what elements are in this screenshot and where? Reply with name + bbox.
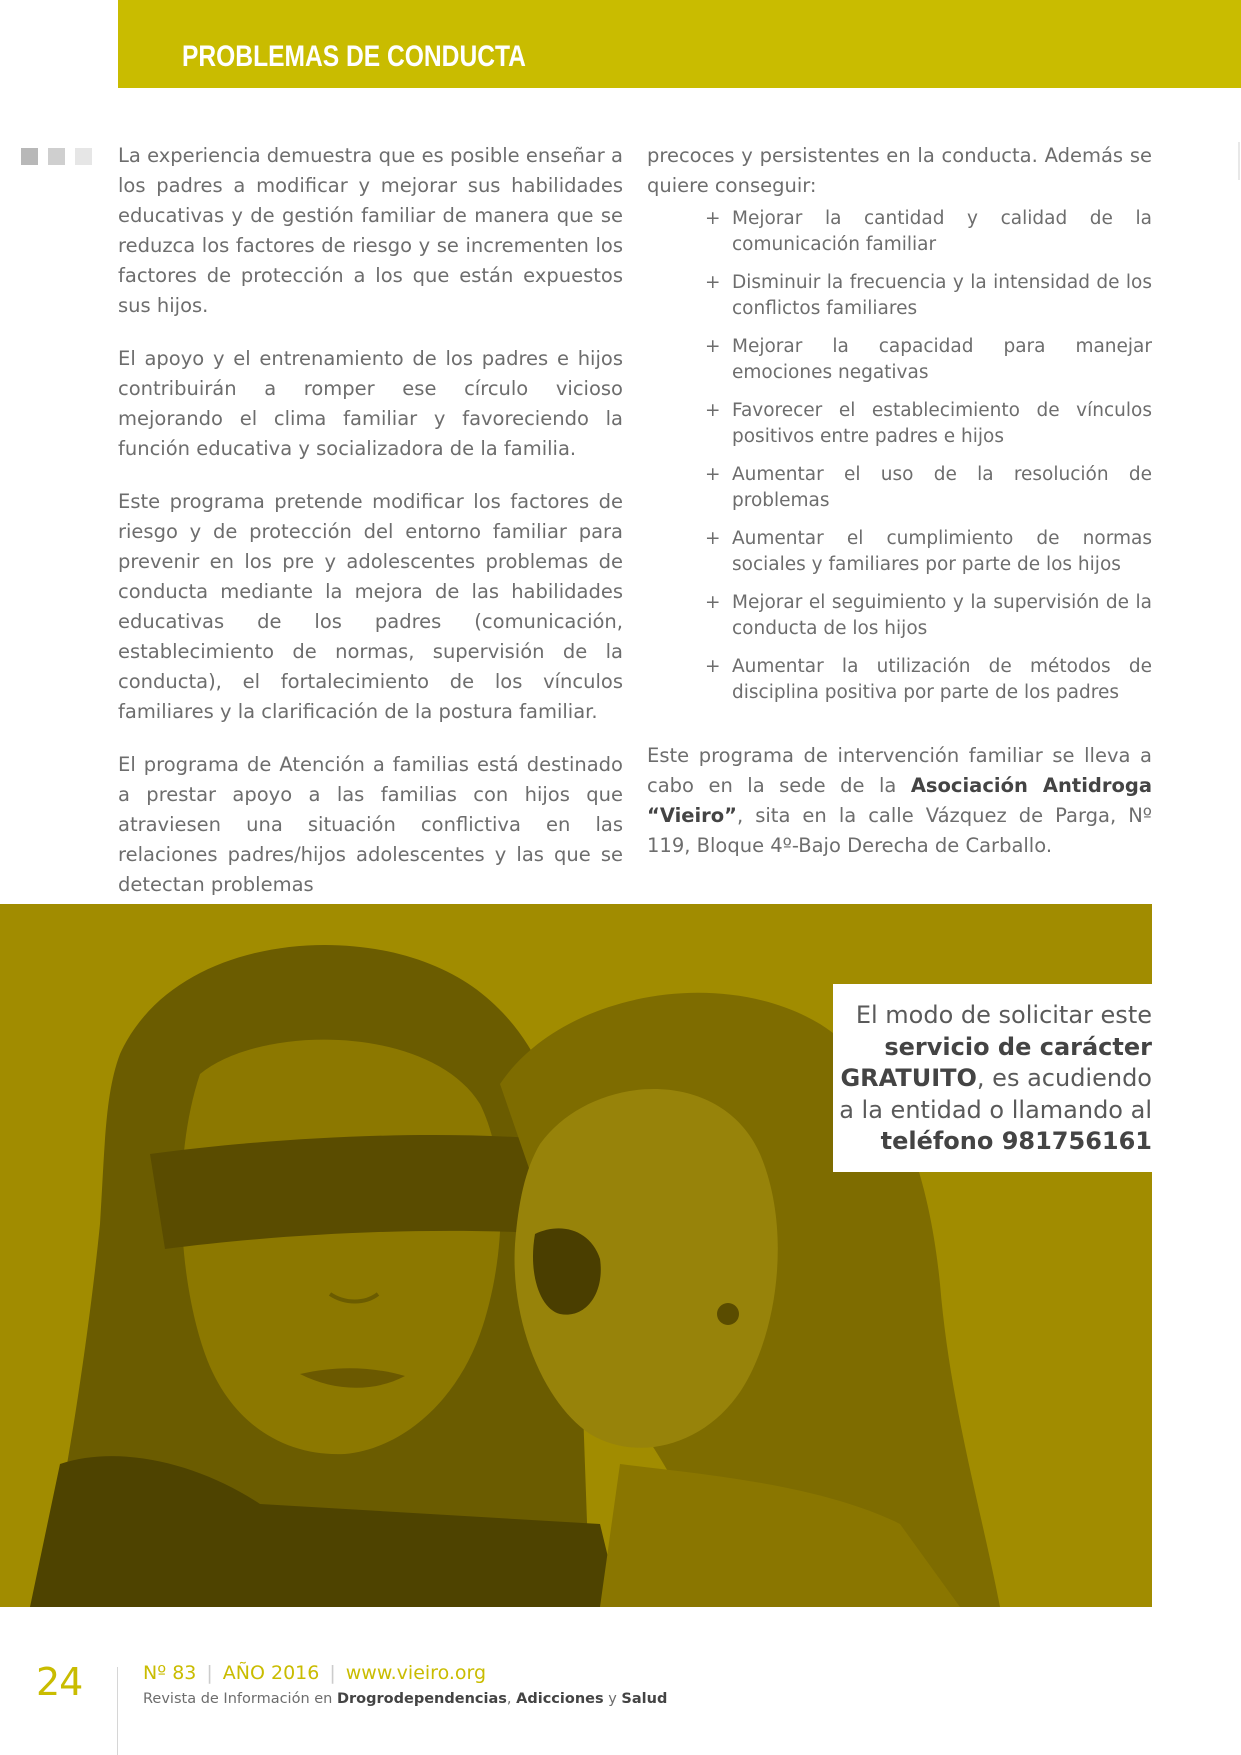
plus-icon: +	[705, 592, 721, 613]
page-number: 24	[36, 1660, 83, 1704]
plus-icon: +	[705, 656, 721, 677]
issue-info: Nº 83 | AÑO 2016 | www.vieiro.org	[143, 1662, 487, 1684]
list-item: + Disminuir la frecuencia y la intensidad de los conflictos familiares	[705, 272, 1152, 319]
decorative-squares	[21, 148, 92, 165]
intro-paragraph: precoces y persistentes en la conducta. Además se quiere conseguir:	[647, 144, 1152, 197]
plus-icon: +	[705, 528, 721, 549]
paragraph-3: Este programa pretende modificar los factores de riesgo y de protección del entorno familiar para prevenir en los pre y adolescentes problemas de conducta mediante la mejora de las habilidades educativas de los padres (comunicación, establecimiento de normas, supervisión de la conducta), el fortalecimiento de los vínculos familiares y la clarificación de la postura familiar.	[118, 490, 623, 723]
callout-box: El modo de solicitar este servicio de carácter GRATUITO, es acudiendo a la entidad o llamando al teléfono 981756161	[833, 984, 1152, 1172]
plus-icon: +	[705, 272, 721, 293]
association-name: Asociación Antidroga “Vieiro”	[647, 774, 1152, 827]
square-icon	[48, 148, 65, 165]
free-service: servicio de carácter GRATUITO	[840, 1032, 1152, 1092]
paragraph-4: El programa de Atención a familias está destinado a prestar apoyo a las familias con hijos que atraviesen una situación conflictiva en las relaciones padres/hijos adolescentes y las que se detectan problemas	[118, 753, 623, 896]
website-link[interactable]: www.vieiro.org	[345, 1662, 487, 1684]
issue-number: Nº 83	[143, 1662, 197, 1684]
list-item: + Aumentar el uso de la resolución de problemas	[705, 464, 1152, 511]
magazine-tagline: Revista de Información en Drogrodependencias, Adicciones y Salud	[143, 1691, 668, 1707]
footer-divider	[117, 1667, 118, 1755]
issue-year: AÑO 2016	[222, 1662, 320, 1684]
list-item: + Mejorar el seguimiento y la supervisión de la conducta de los hijos	[705, 592, 1152, 639]
phone-number: teléfono 981756161	[880, 1127, 1152, 1155]
list-item: + Mejorar la cantidad y calidad de la comunicación familiar	[705, 208, 1152, 255]
right-column	[647, 141, 1152, 718]
plus-icon: +	[705, 464, 721, 485]
margin-rule	[1238, 142, 1240, 180]
section-title: PROBLEMAS DE CONDUCTA	[182, 40, 526, 73]
list-item: + Aumentar el cumplimiento de normas sociales y familiares por parte de los hijos	[705, 528, 1152, 575]
left-column	[118, 141, 623, 923]
goals-list	[705, 206, 1152, 706]
list-item: + Aumentar la utilización de métodos de disciplina positiva por parte de los padres	[705, 656, 1152, 703]
plus-icon: +	[705, 336, 721, 357]
list-item: + Mejorar la capacidad para manejar emociones negativas	[705, 336, 1152, 383]
square-icon	[75, 148, 92, 165]
header-band	[118, 0, 1241, 88]
square-icon	[21, 148, 38, 165]
plus-icon: +	[705, 400, 721, 421]
closing-paragraph: Este programa de intervención familiar se lleva a cabo en la sede de la Asociación Antidroga “Vieiro”, sita en la calle Vázquez de Parga, Nº 119, Bloque 4º-Bajo Derecha de Carballo.	[647, 744, 1152, 857]
paragraph-2: El apoyo y el entrenamiento de los padres e hijos contribuirán a romper ese círculo vicioso mejorando el clima familiar y favoreciendo la función educativa y socializadora de la familia.	[118, 347, 623, 460]
paragraph-1: La experiencia demuestra que es posible enseñar a los padres a modificar y mejorar sus habilidades educativas y de gestión familiar de manera que se reduzca los factores de riesgo y se incrementen los factores de protección a los que están expuestos sus hijos.	[118, 144, 623, 317]
plus-icon: +	[705, 208, 721, 229]
list-item: + Favorecer el establecimiento de vínculos positivos entre padres e hijos	[705, 400, 1152, 447]
